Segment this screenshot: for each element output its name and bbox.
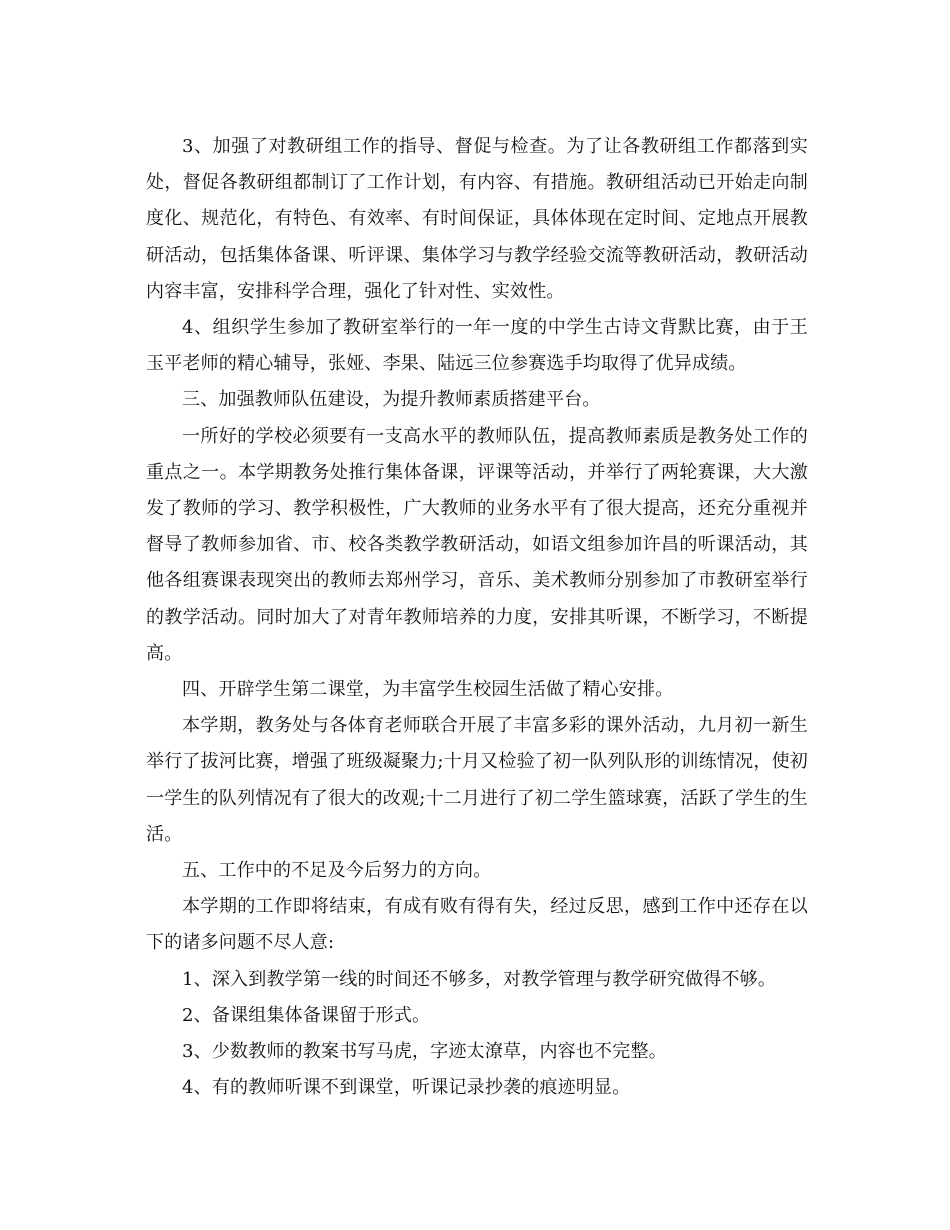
paragraph-4: 一所好的学校必须要有一支高水平的教师队伍，提高教师素质是教务处工作的重点之一。本学期教务处推行集体备课，评课等活动，并举行了两轮赛课，大大激发了教师的学习、教学积极性，广大教师的业务水平有了很大提高，还充分重视并督导了教师参加省、市、校各类教学教研活动，如语文组参加许昌的听课活动，其他各组赛课表现突出的教师去郑州学习，音乐、美术教师分别参加了市教研室举行的教学活动。同时加大了对青年教师培养的力度，安排其听课，不断学习，不断提高。 <box>146 425 808 664</box>
paragraph-8: 本学期的工作即将结束，有成有败有得有失，经过反思，感到工作中还存在以下的诸多问题不尽人意: <box>146 896 808 954</box>
list-item-4: 4、有的教师听课不到课堂，听课记录抄袭的痕迹明显。 <box>182 1077 631 1099</box>
list-item-3: 3、少数教师的教案书写马虎，字迹太潦草，内容也不完整。 <box>182 1041 667 1063</box>
list-item-1: 1、深入到教学第一线的时间还不够多，对教学管理与教学研究做得不够。 <box>182 968 777 990</box>
paragraph-6: 本学期，教务处与各体育老师联合开展了丰富多彩的课外活动，九月初一新生举行了拔河比赛，增强了班级凝聚力;十月又检验了初一队列队形的训练情况，使初一学生的队列情况有了很大的改观;十二月进行了初二学生篮球赛，活跃了学生的生活。 <box>146 715 808 845</box>
paragraph-1: 3、加强了对教研组工作的指导、督促与检查。为了让各教研组工作都落到实处，督促各教研组都制订了工作计划，有内容、有措施。教研组活动已开始走向制度化、规范化，有特色、有效率、有时间保证，具体体现在定时间、定地点开展教研活动，包括集体备课、听评课、集体学习与教学经验交流等教研活动，教研活动内容丰富，安排科学合理，强化了针对性、实效性。 <box>146 136 808 302</box>
list-item-2: 2、备课组集体备课留于形式。 <box>182 1004 431 1026</box>
section-heading-5: 五、工作中的不足及今后努力的方向。 <box>182 860 492 882</box>
section-heading-3: 三、加强教师队伍建设，为提升教师素质搭建平台。 <box>182 389 601 411</box>
document-body <box>146 129 808 1106</box>
section-heading-4: 四、开辟学生第二课堂，为丰富学生校园生活做了精心安排。 <box>182 679 674 701</box>
paragraph-2: 4、组织学生参加了教研室举行的一年一度的中学生古诗文背默比赛，由于王玉平老师的精心辅导，张娅、李果、陆远三位参赛选手均取得了优异成绩。 <box>146 317 808 375</box>
